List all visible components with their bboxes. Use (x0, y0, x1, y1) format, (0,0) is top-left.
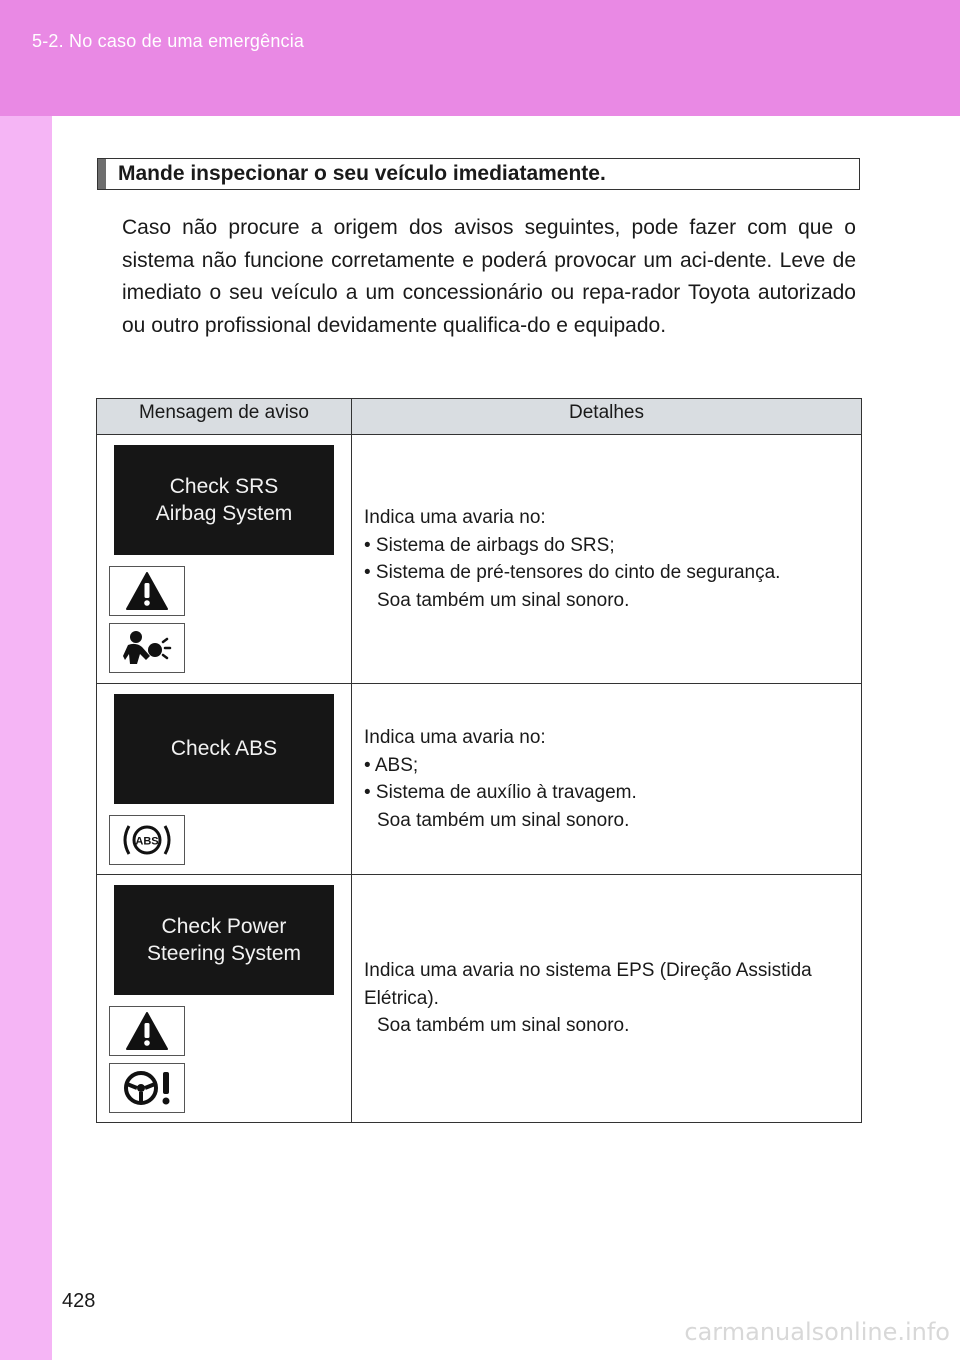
details-lead: Indica uma avaria no: (364, 507, 546, 528)
details-note: Soa também um sinal sonoro. (377, 1015, 630, 1037)
message-cell (97, 435, 352, 684)
details-bullet: • Sistema de auxílio à travagem. (364, 782, 637, 803)
details-lead: Indica uma avaria no sistema EPS (Direção Assistida Elétrica). (364, 960, 812, 1009)
section-heading-box (97, 158, 860, 190)
table-header-row (97, 399, 862, 435)
section-heading: Mande inspecionar o seu veículo imediatamente. (118, 162, 606, 185)
details-bullet: • ABS; (364, 754, 419, 776)
column-header-details: Detalhes (352, 399, 862, 435)
warning-table (96, 398, 862, 1123)
message-cell (97, 875, 352, 1123)
display-message-power-steering (114, 885, 334, 995)
page-number: 428 (62, 1290, 96, 1312)
abs-icon (109, 815, 185, 865)
details-bullet: • Sistema de pré-tensores do cinto de segurança. (364, 562, 781, 583)
display-line: Check Power (161, 914, 287, 938)
intro-paragraph: Caso não procure a origem dos avisos seguintes, pode fazer com que o sistema não funcione corretamente e poderá provocar um aci-dente. Leve de imediato o seu veículo a um concessionário ou repa-rador Toyota autorizado ou outro profissional devidamente qualifica-do e equipado. (122, 216, 856, 337)
heading-accent-bar (98, 159, 106, 189)
details-cell (352, 875, 862, 1123)
warning-triangle-icon (109, 566, 185, 616)
details-note: Soa também um sinal sonoro. (377, 809, 630, 831)
details-lead: Indica uma avaria no: (364, 727, 546, 748)
display-line: Check ABS (170, 737, 278, 760)
details-cell (352, 684, 862, 875)
table-row (97, 684, 862, 875)
header-band (0, 0, 960, 116)
details-note: Soa também um sinal sonoro. (377, 589, 630, 611)
srs-airbag-icon (109, 623, 185, 673)
watermark: carmanualsonline.info (684, 1318, 950, 1346)
side-band (0, 116, 52, 1360)
svg-text:ABS: ABS (135, 835, 159, 847)
display-line: Steering System (146, 941, 302, 965)
power-steering-icon (109, 1063, 185, 1113)
display-line: Airbag System (155, 502, 293, 525)
details-bullet: • Sistema de airbags do SRS; (364, 534, 615, 556)
display-line: Check SRS (169, 475, 279, 498)
display-message-abs (114, 694, 334, 804)
section-title: 5-2. No caso de uma emergência (32, 31, 305, 51)
display-message-srs (114, 445, 334, 555)
table-row (97, 875, 862, 1123)
column-header-message: Mensagem de aviso (97, 399, 352, 435)
table-row (97, 435, 862, 684)
warning-triangle-icon (109, 1006, 185, 1056)
details-cell (352, 435, 862, 684)
message-cell (97, 684, 352, 875)
